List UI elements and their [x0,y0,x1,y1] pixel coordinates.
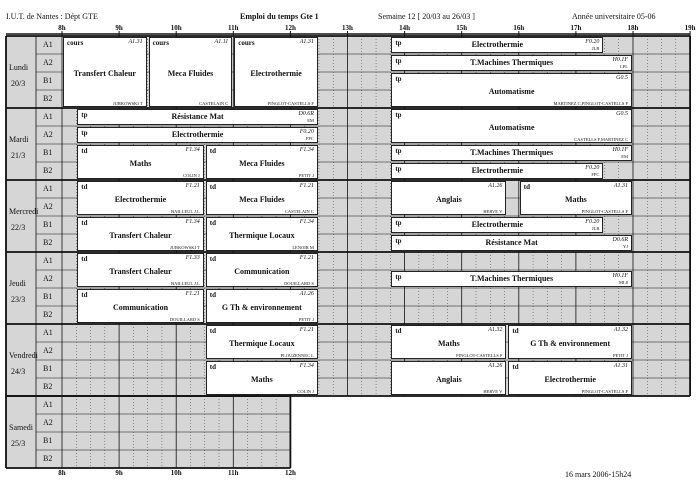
course-block[interactable] [391,271,632,287]
course-block[interactable] [77,253,203,287]
course-type: td [209,327,216,335]
hour-label-top: 14h [399,24,411,32]
course-block[interactable] [206,289,318,323]
course-subject: Meca Fluides [167,69,214,78]
course-room: D0.6R [612,237,628,243]
course-block[interactable] [391,181,506,215]
hour-label-bottom: 11h [228,469,239,477]
course-type: td [512,327,519,335]
course-room: F0.20 [585,219,600,225]
group-label: A1 [43,256,53,265]
course-block[interactable] [149,37,233,107]
course-subject: Electrothermie [471,220,524,229]
hour-label-top: 16h [513,24,525,32]
academic-year-label: Année universitaire 05-06 [572,12,656,21]
course-subject: Maths [129,159,152,168]
course-subject: T.Machines Thermiques [470,274,554,283]
hour-label-bottom: 12h [284,469,296,477]
course-tag: YJ [622,244,628,249]
course-subject: G Th & environnement [221,303,302,312]
course-type: cours [67,39,84,47]
course-room: F1.34 [185,219,200,225]
course-room: A1.31 [299,39,314,45]
course-room: F1.21 [299,183,314,189]
course-block[interactable] [391,37,603,53]
course-subject: Anglais [435,375,462,384]
course-tag: FPC [305,136,314,141]
course-room: G0.5 [616,75,628,81]
day-date: 25/3 [11,439,26,448]
group-label: B1 [43,148,53,157]
course-teacher: BAILLEUL J.L [171,281,200,286]
course-room: A1.26 [299,291,314,297]
course-teacher: JURKOWSKI T [112,101,143,106]
course-subject: Transfert Chaleur [109,267,172,276]
hour-label-top: 11h [228,24,239,32]
course-block[interactable] [391,235,632,251]
hour-label-top: 9h [115,24,123,32]
course-type: tp [81,129,88,137]
group-label: A1 [43,184,53,193]
course-block[interactable] [391,163,603,179]
course-block[interactable] [63,37,147,107]
course-subject: G Th & environnement [530,339,611,348]
course-subject: Communication [234,267,290,276]
group-label: B2 [43,382,53,391]
course-block[interactable] [206,217,318,251]
course-subject: Automatisme [488,123,535,132]
day-date: 23/3 [11,295,26,304]
course-room: A1.26 [488,183,503,189]
course-room: F0.20 [299,129,314,135]
course-subject: Meca Fluides [239,159,285,168]
course-block[interactable] [77,127,318,143]
course-type: td [209,291,216,299]
course-room: F1.34 [299,147,314,153]
course-teacher: DOUILLARD S [169,317,200,322]
course-teacher: PLOUZENNEC L [280,353,314,358]
course-room: F1.34 [299,363,314,369]
course-teacher: PETIT J [298,173,314,178]
course-room: F1.34 [299,219,314,225]
course-room: G0.5 [616,111,628,117]
hour-label-top: 10h [170,24,182,32]
course-subject: T.Machines Thermiques [470,148,554,157]
group-label: B1 [43,292,53,301]
course-subject: Anglais [435,195,462,204]
group-label: B2 [43,454,53,463]
course-teacher: MARTINEZ C,PINGLOT-CASTELLS F [553,101,628,106]
course-teacher: DOUILLARD S [284,281,314,286]
course-subject: Transfert Chaleur [73,69,136,78]
course-subject: Electrothermie [471,166,524,175]
group-label: A1 [43,400,53,409]
course-block[interactable] [391,361,506,395]
course-subject: Thermique Locaux [229,231,295,240]
day-date: 22/3 [11,223,26,232]
course-type: cours [238,39,255,47]
group-label: B2 [43,166,53,175]
course-subject: Automatisme [488,87,535,96]
institution-label: I.U.T. de Nantes : Dépt GTE [6,12,98,21]
course-tag: JLB [591,46,600,51]
course-room: F1.21 [299,255,314,261]
course-teacher: CASTELAIN C [199,101,229,106]
course-subject: Résistance Mat [485,238,538,247]
course-type: td [523,183,531,191]
hour-label-top: 17h [570,24,582,32]
course-subject: Electrothermie [471,40,524,49]
course-block[interactable] [391,145,632,161]
group-label: B1 [43,220,53,229]
course-room: H0.1F [612,273,628,279]
course-block[interactable] [391,73,632,107]
course-tag: EM [621,154,628,159]
course-room: F1.21 [299,327,314,333]
course-type: tp [395,237,402,245]
course-block[interactable] [77,145,203,179]
day-name: Jeudi [9,279,26,288]
course-teacher: HERVE V [483,389,503,394]
course-teacher: LENOIR M [292,245,314,250]
day-date: 20/3 [11,79,26,88]
course-type: td [81,219,88,227]
course-tag: LPL [619,64,628,69]
course-type: tp [395,219,402,227]
hour-label-bottom: 8h [58,469,66,477]
course-room: F0.20 [585,39,600,45]
course-type: tp [395,111,402,119]
course-tag: FPC [591,172,600,177]
course-room: A1.31 [613,183,628,189]
course-block[interactable] [206,145,318,179]
course-block[interactable] [391,55,632,71]
course-type: tp [395,165,402,173]
course-type: td [209,147,216,155]
group-label: B2 [43,94,53,103]
course-type: td [209,363,216,371]
course-teacher: PINGLOT-CASTELLS F [581,389,628,394]
hour-label-bottom: 9h [115,469,123,477]
course-block[interactable] [508,325,632,359]
group-label: B1 [43,364,53,373]
course-block[interactable] [206,253,318,287]
course-subject: Electrothermie [114,195,167,204]
course-room: A1.26 [488,363,503,369]
course-room: A1.32 [488,327,503,333]
course-type: tp [395,57,402,65]
course-room: H0.1F [612,147,628,153]
course-type: td [81,147,88,155]
course-subject: Communication [112,303,169,312]
course-type: td [209,219,216,227]
course-room: H0.1F [612,57,628,63]
course-type: cours [152,39,169,47]
hour-label-top: 15h [456,24,468,32]
course-subject: Electrothermie [250,69,302,78]
course-subject: Electrothermie [171,130,224,139]
group-label: B2 [43,238,53,247]
course-tag: EM [307,118,314,123]
course-subject: Résistance Mat [171,112,224,121]
course-teacher: JURKOWSKI T [169,245,200,250]
timetable-title: Emploi du temps Gte 1 [240,12,319,21]
course-room: F1.21 [185,291,200,297]
course-teacher: CASTELAIN C [284,209,314,214]
course-teacher: PINGLOT-CASTELLS F [581,209,628,214]
course-block[interactable] [520,181,632,215]
course-type: td [81,291,88,299]
course-type: tp [395,39,402,47]
group-label: B1 [43,436,53,445]
course-block[interactable] [206,361,318,395]
week-label: Semaine 12 [ 20/03 au 26/03 ] [378,12,475,21]
group-label: A1 [43,40,53,49]
course-block[interactable] [391,325,506,359]
course-type: td [209,183,216,191]
day-name: Lundi [9,63,29,72]
course-teacher: BAILLEUL J.L [171,209,200,214]
hour-label-bottom: 10h [170,469,182,477]
course-subject: T.Machines Thermiques [470,58,554,67]
course-type: tp [395,75,402,83]
course-room: F1.21 [185,183,200,189]
course-teacher: PINGLOT-CASTELLS F [456,353,503,358]
course-subject: Maths [437,339,460,348]
group-label: A1 [43,328,53,337]
course-subject: Maths [250,375,273,384]
print-date-label: 16 mars 2006-15h24 [565,470,632,479]
group-label: A2 [43,346,53,355]
course-block[interactable] [77,217,203,251]
day-name: Mercredi [9,207,39,216]
day-date: 24/3 [11,367,26,376]
course-tag: ML8 [618,280,628,285]
group-label: A2 [43,130,53,139]
course-subject: Transfert Chaleur [109,231,172,240]
course-teacher: COLIN J [297,389,314,394]
course-subject: Electrothermie [544,375,596,384]
course-teacher: PINGLOT-CASTELLS F [267,101,314,106]
course-block[interactable] [391,109,632,143]
day-date: 21/3 [11,151,26,160]
group-label: A2 [43,58,53,67]
course-block[interactable] [234,37,318,107]
course-room: A1.31 [128,39,143,45]
course-type: td [209,255,216,263]
course-subject: Meca Fluides [239,195,285,204]
course-teacher: HERVE V [483,209,503,214]
course-type: tp [395,147,402,155]
course-block[interactable] [77,109,318,125]
course-block[interactable] [77,181,203,215]
course-room: A1.11 [214,39,229,45]
course-teacher: PETIT J [298,317,314,322]
course-type: tp [81,111,88,119]
course-room: F1.33 [185,255,200,261]
course-block[interactable] [77,289,203,323]
course-block[interactable] [508,361,632,395]
hour-label-top: 19h [684,24,696,32]
course-type: td [512,363,519,371]
hour-label-top: 8h [58,24,66,32]
course-teacher: CASTELLS F,MARTINEZ C [574,137,628,142]
day-name: Vendredi [9,351,38,360]
group-label: A2 [43,418,53,427]
group-label: A1 [43,112,53,121]
course-type: td [395,327,402,335]
hour-label-top: 13h [342,24,353,32]
course-tag: JLB [591,226,600,231]
course-teacher: COLIN J [183,173,200,178]
day-name: Samedi [9,423,33,432]
course-room: D0.6R [298,111,314,117]
course-block[interactable] [206,325,318,359]
course-block[interactable] [206,181,318,215]
course-room: F0.20 [585,165,600,171]
course-subject: Thermique Locaux [229,339,295,348]
group-label: B2 [43,310,53,319]
course-subject: Maths [565,195,587,204]
group-label: A2 [43,202,53,211]
day-name: Mardi [9,135,29,144]
course-type: td [81,255,88,263]
hour-label-top: 12h [284,24,296,32]
group-label: B1 [43,76,53,85]
course-room: A1.31 [613,363,628,369]
course-room: A1.32 [613,327,628,333]
hour-label-top: 18h [627,24,639,32]
course-block[interactable] [391,217,603,233]
course-type: tp [395,273,402,281]
group-label: A2 [43,274,53,283]
course-room: F1.34 [185,147,200,153]
course-teacher: PETIT J [612,353,628,358]
course-type: td [81,183,88,191]
